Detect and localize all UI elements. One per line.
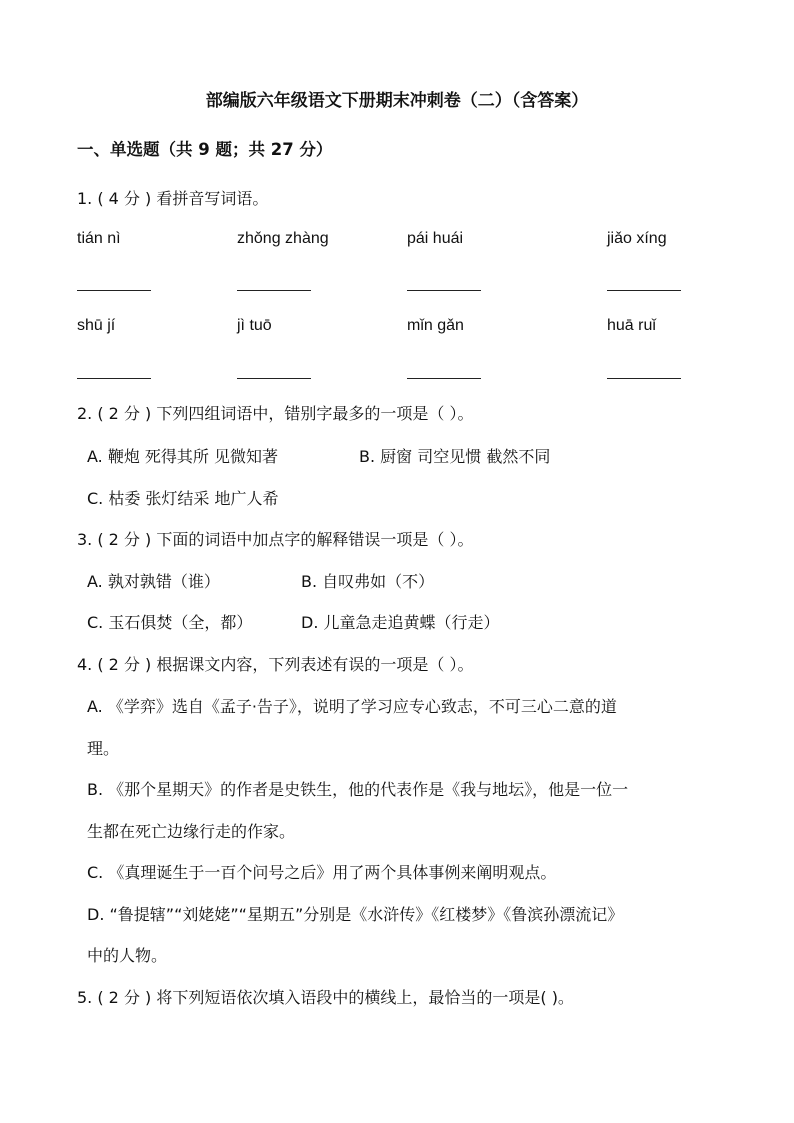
question-4-option-d-cont[interactable]: 中的人物。 [87,946,168,965]
pinyin-5: shū jí [77,317,116,334]
answer-blank-7[interactable] [407,378,481,379]
question-3-option-a[interactable]: A. 孰对孰错（谁） [87,572,220,591]
answer-blank-8[interactable] [607,378,681,379]
question-4-option-b[interactable]: B. 《那个星期天》的作者是史铁生，他的代表作是《我与地坛》，他是一位一 [87,780,629,799]
answer-blank-4[interactable] [607,290,681,291]
question-4-option-b-cont[interactable]: 生都在死亡边缘行走的作家。 [87,822,296,841]
question-3-option-c[interactable]: C. 玉石俱焚（全，都） [87,613,253,632]
answer-blank-3[interactable] [407,290,481,291]
pinyin-6: jì tuō [237,317,272,334]
question-5-stem: 5. ( 2 分 ) 将下列短语依次填入语段中的横线上，最恰当的一项是( )。 [77,988,574,1007]
page-title: 部编版六年级语文下册期末冲刺卷（二）（含答案） [205,91,589,111]
question-1-stem: 1. ( 4 分 ) 看拼音写词语。 [77,189,269,208]
answer-blank-2[interactable] [237,290,311,291]
pinyin-8: huā ruǐ [607,317,656,334]
question-2-option-c[interactable]: C. 枯委 张灯结采 地广人希 [87,489,279,508]
answer-blank-1[interactable] [77,290,151,291]
question-4-option-a[interactable]: A. 《学弈》选自《孟子·告子》，说明了学习应专心致志，不可三心二意的道 [87,697,617,716]
question-4-option-d[interactable]: D. “鲁提辖”“刘姥姥”“星期五”分别是《水浒传》《红楼梦》《鲁滨孙漂流记》 [87,905,624,924]
question-4-option-c[interactable]: C. 《真理诞生于一百个问号之后》用了两个具体事例来阐明观点。 [87,863,557,882]
question-2-option-b[interactable]: B. 厨窗 司空见惯 截然不同 [359,447,551,466]
answer-blank-5[interactable] [77,378,151,379]
question-3-stem: 3. ( 2 分 ) 下面的词语中加点字的解释错误一项是（ ）。 [77,530,474,549]
answer-blank-6[interactable] [237,378,311,379]
question-2-stem: 2. ( 2 分 ) 下列四组词语中，错别字最多的一项是（ ）。 [77,404,474,423]
question-2-option-a[interactable]: A. 鞭炮 死得其所 见微知著 [87,447,279,466]
pinyin-2: zhǒng zhàng [237,230,329,247]
question-4-option-a-cont[interactable]: 理。 [87,739,120,758]
question-3-option-b[interactable]: B. 自叹弗如（不） [301,572,435,591]
question-3-option-d[interactable]: D. 儿童急走追黄蝶（行走） [301,613,500,632]
section-heading-single-choice: 一、单选题（共 9 题；共 27 分） [77,140,333,159]
pinyin-4: jiǎo xíng [607,230,667,247]
pinyin-1: tián nì [77,230,121,247]
pinyin-7: mǐn gǎn [407,317,464,334]
pinyin-3: pái huái [407,230,464,247]
question-4-stem: 4. ( 2 分 ) 根据课文内容，下列表述有误的一项是（ ）。 [77,655,474,674]
